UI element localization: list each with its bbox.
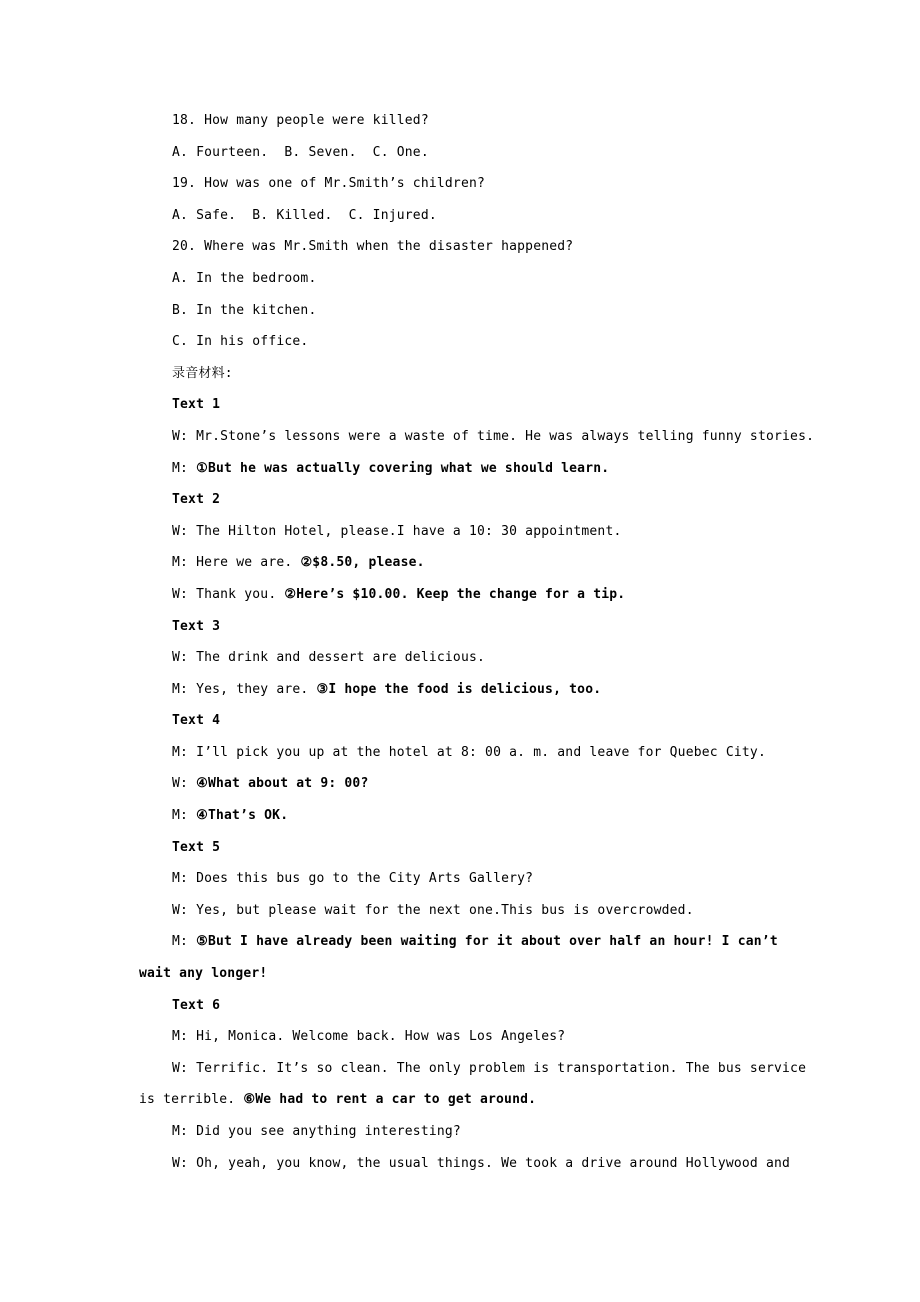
dialogue-line [139,863,790,895]
text-segment: M: [172,460,197,476]
dialogue-line [139,800,790,832]
dialogue-continuation [139,1084,790,1116]
text-segment: W: Yes, but please wait for the next one.This bus is overcrowded. [172,902,694,918]
emphasis-segment: Text 5 [172,839,221,855]
emphasis-segment: Text 6 [172,997,221,1013]
text-segment: W: Thank you. [172,586,285,602]
dialogue-line [139,516,790,548]
question-line [139,231,790,263]
dialogue-line [139,547,790,579]
text-segment: M: Here we are. [172,555,301,571]
dialogue-line [139,895,790,927]
dialogue-line [139,453,790,485]
emphasis-segment: ⑤But I have already been waiting for it about over half an hour! I can’t [196,934,778,950]
dialogue-line [139,737,790,769]
option-line [139,326,790,358]
emphasis-segment: Text 1 [172,397,221,413]
text-segment: M: Does this bus go to the City Arts Gallery? [172,871,534,887]
text-heading [139,705,790,737]
dialogue-line [139,421,815,453]
option-line [139,263,790,295]
text-segment: M: [172,934,197,950]
emphasis-segment: ②$8.50, please. [300,555,425,571]
text-heading [139,389,790,421]
text-segment: A. In the bedroom. [172,270,317,286]
text-segment: 18. How many people were killed? [172,113,429,128]
emphasis-segment: ④What about at 9: 00? [196,776,369,792]
text-segment: B. In the kitchen. [172,302,317,318]
text-segment: M: Hi, Monica. Welcome back. How was Los Angeles? [172,1029,566,1045]
emphasis-segment: ④That’s OK. [196,808,289,824]
text-segment: W: The drink and dessert are delicious. [172,650,486,666]
text-segment: is terrible. [139,1092,244,1108]
text-heading [139,832,790,864]
emphasis-segment: wait any longer! [139,966,268,982]
text-segment: 录音材料: [172,365,233,381]
text-heading [139,611,790,643]
text-segment: 19. How was one of Mr.Smith’s children? [172,176,486,192]
option-line [139,200,790,232]
text-segment: M: I’ll pick you up at the hotel at 8: 00 a. m. and leave for Quebec City. [172,744,766,760]
option-line [139,295,790,327]
dialogue-line [139,674,790,706]
dialogue-line [139,926,790,958]
emphasis-segment: ①But he was actually covering what we should learn. [196,460,610,476]
text-segment: W: Terrific. It’s so clean. The only problem is transportation. The bus service [172,1060,807,1076]
option-line [139,137,790,169]
emphasis-segment: ②Here’s $10.00. Keep the change for a tip. [284,586,626,602]
text-segment: M: [172,808,197,824]
text-segment: A. Safe. B. Killed. C. Injured. [172,207,437,223]
text-segment: M: Yes, they are. [172,681,317,697]
emphasis-segment: Text 3 [172,618,221,634]
dialogue-line [139,1116,790,1148]
dialogue-line [139,579,790,611]
text-segment: M: Did you see anything interesting? [172,1124,461,1139]
text-segment: W: The Hilton Hotel, please.I have a 10: 30 appointment. [172,523,622,539]
text-heading [139,990,790,1022]
dialogue-line [139,768,790,800]
dialogue-line [139,1053,807,1085]
dialogue-line [139,642,790,674]
text-segment: W: [172,776,197,792]
section-label [139,358,790,390]
text-segment: A. Fourteen. B. Seven. C. One. [172,144,429,160]
dialogue-line [139,1021,790,1053]
text-segment: W: Oh, yeah, you know, the usual things. We took a drive around Hollywood and [172,1155,791,1171]
text-segment: C. In his office. [172,334,309,350]
emphasis-segment: ③I hope the food is delicious, too. [316,681,602,697]
text-heading [139,484,790,516]
text-segment: W: Mr.Stone’s lessons were a waste of time. He was always telling funny stories. [172,428,815,444]
emphasis-segment: Text 4 [172,713,221,729]
question-line [139,105,790,137]
dialogue-line [139,1148,790,1180]
emphasis-segment: Text 2 [172,492,221,508]
emphasis-segment: ⑥We had to rent a car to get around. [243,1092,537,1108]
text-segment: 20. Where was Mr.Smith when the disaster happened? [172,239,574,255]
dialogue-continuation [139,958,790,990]
question-line [139,168,790,200]
